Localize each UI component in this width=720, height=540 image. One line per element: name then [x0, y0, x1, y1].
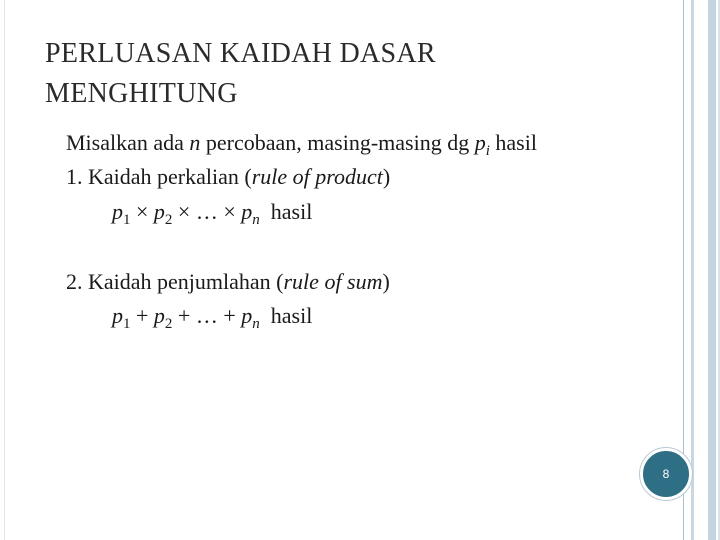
text: percobaan, masing-masing dg — [200, 130, 475, 155]
band-line — [708, 0, 716, 540]
left-frame-line — [4, 0, 5, 540]
subscript: 2 — [164, 212, 173, 228]
var-p: p — [112, 199, 123, 224]
term-rule-of-sum: rule of sum — [283, 269, 383, 294]
text: 1. Kaidah perkalian ( — [66, 164, 252, 189]
term-rule-of-product: rule of product — [251, 164, 383, 189]
formula-sum — [112, 303, 313, 332]
subscript: 1 — [123, 212, 131, 228]
var-n: n — [189, 130, 201, 155]
page-number-badge — [640, 448, 692, 500]
text: Misalkan ada — [66, 130, 190, 155]
operator: + — [130, 303, 154, 328]
operator: × — [130, 199, 154, 224]
right-decorative-band — [683, 0, 720, 540]
var-p: p — [112, 303, 123, 328]
var-p: p — [474, 130, 486, 155]
var-p: p — [241, 303, 253, 328]
var-p: p — [153, 199, 165, 224]
text: 2. Kaidah penjumlahan ( — [66, 269, 284, 294]
var-p: p — [153, 303, 165, 328]
text-line-rule-of-product — [66, 164, 390, 190]
text-line-rule-of-sum — [66, 269, 390, 295]
slide-title — [45, 34, 665, 114]
subscript: n — [252, 316, 260, 332]
text: ) — [382, 269, 390, 294]
var-p: p — [241, 199, 253, 224]
text: ) — [382, 164, 391, 189]
subscript: n — [252, 212, 260, 228]
text: hasil — [259, 199, 313, 224]
title-line-2: MENGHITUNG — [45, 78, 238, 109]
operator: × … × — [172, 199, 242, 224]
formula-product — [112, 199, 313, 228]
page-number: 8 — [662, 467, 670, 481]
subscript-i: i — [485, 143, 490, 159]
text-line-intro — [66, 130, 537, 159]
subscript: 2 — [164, 316, 173, 332]
band-line — [691, 0, 694, 540]
text: hasil — [259, 303, 313, 328]
text: hasil — [489, 130, 537, 155]
operator: + … + — [172, 303, 242, 328]
title-line-1: PERLUASAN KAIDAH DASAR — [45, 38, 436, 69]
subscript: 1 — [123, 316, 131, 332]
